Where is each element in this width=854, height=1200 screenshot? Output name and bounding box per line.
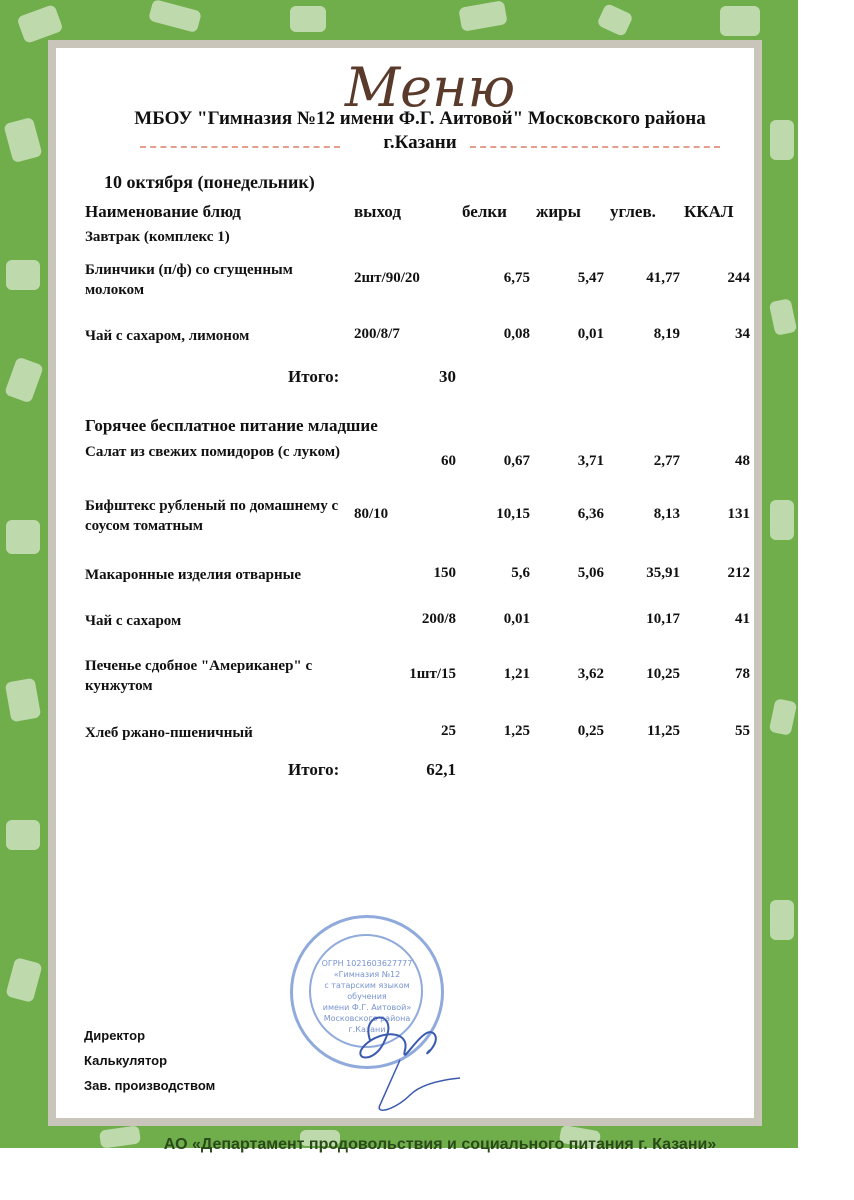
dish-yield: 1шт/15 (409, 666, 456, 682)
dish-kcal: 131 (727, 506, 750, 522)
dish-yield: 2шт/90/20 (354, 270, 420, 286)
col-name: Наименование блюд (85, 202, 241, 221)
dish-carbs: 10,25 (646, 666, 680, 682)
dish-carbs: 8,13 (653, 506, 680, 522)
dish-protein: 0,67 (503, 453, 530, 469)
menu-date: 10 октября (понедельник) (104, 172, 315, 192)
dish-fat: 0,25 (577, 723, 604, 739)
dish-carbs: 41,77 (646, 270, 680, 286)
stamp-line: с татарским языком обучения (324, 981, 410, 1001)
production-label: Зав. производством (84, 1078, 216, 1093)
total-value: 62,1 (426, 760, 456, 779)
dish-protein: 6,75 (503, 270, 530, 286)
menu-title: Меню (344, 56, 516, 119)
dish-fat: 6,36 (577, 506, 604, 522)
dish-carbs: 11,25 (647, 723, 680, 739)
dish-kcal: 34 (735, 326, 750, 342)
dish-name: Салат из свежих помидоров (с луком) (85, 444, 341, 460)
total-label: Итого: (288, 760, 340, 779)
dish-fat: 5,06 (577, 565, 604, 581)
dish-protein: 1,21 (503, 666, 530, 682)
col-kcal: ККАЛ (684, 202, 734, 221)
dish-kcal: 244 (727, 270, 750, 286)
total-label: Итого: (288, 367, 340, 386)
dish-protein: 5,6 (511, 565, 530, 581)
stamp-line: «Гимназия №12 (333, 970, 401, 979)
dish-fat: 3,62 (577, 666, 604, 682)
dish-fat: 3,71 (577, 453, 604, 469)
dish-name: Печенье сдобное "Американер" с кунжутом (85, 658, 313, 694)
dish-protein: 1,25 (503, 723, 530, 739)
lunch-title: Горячее бесплатное питание младшие (85, 416, 378, 435)
dish-name: Чай с сахаром (85, 613, 182, 629)
dish-carbs: 10,17 (646, 611, 680, 627)
dish-yield: 200/8/7 (354, 326, 400, 342)
dish-kcal: 212 (727, 565, 750, 581)
col-protein: белки (462, 202, 507, 221)
col-fat: жиры (536, 202, 581, 221)
dish-name: Хлеб ржано-пшеничный (85, 725, 253, 741)
dish-kcal: 55 (735, 723, 750, 739)
school-name: МБОУ "Гимназия №12 имени Ф.Г. Аитовой" Московского района г.Казани (134, 108, 706, 153)
dish-kcal: 41 (735, 611, 750, 627)
dish-protein: 0,01 (503, 611, 530, 627)
dish-carbs: 35,91 (646, 565, 680, 581)
stamp-line: г.Казани (348, 1025, 386, 1034)
stamp-line: имени Ф.Г. Аитовой» (322, 1003, 412, 1012)
dish-carbs: 8,19 (653, 326, 680, 342)
dish-yield: 60 (441, 453, 456, 469)
dish-yield: 200/8 (421, 611, 456, 627)
calculator-label: Калькулятор (84, 1053, 168, 1068)
col-yield: выход (354, 202, 401, 221)
dish-yield: 150 (433, 565, 456, 581)
dish-fat: 5,47 (577, 270, 604, 286)
dish-name: Блинчики (п/ф) со сгущенным молоком (85, 262, 293, 298)
dish-kcal: 78 (735, 666, 750, 682)
director-label: Директор (84, 1028, 146, 1043)
total-value: 30 (439, 367, 456, 386)
dish-name: Макаронные изделия отварные (85, 567, 302, 583)
dish-yield: 80/10 (354, 506, 389, 522)
breakfast-title: Завтрак (комплекс 1) (85, 229, 230, 245)
dish-kcal: 48 (735, 453, 750, 469)
dish-carbs: 2,77 (653, 453, 680, 469)
footer-text: АО «Департамент продовольствия и социального питания г. Казани» (163, 1136, 717, 1153)
dish-yield: 25 (441, 723, 456, 739)
dish-protein: 10,15 (496, 506, 530, 522)
stamp-line: ОГРН 1021603627777 (321, 959, 413, 968)
dish-name: Чай с сахаром, лимоном (85, 328, 250, 344)
dish-name: Бифштекс рубленый по домашнему с соусом томатным (85, 498, 339, 534)
stamp-line: Московского района (323, 1014, 411, 1023)
col-carbs: углев. (610, 202, 656, 221)
signature (340, 1000, 470, 1120)
dish-fat: 0,01 (577, 326, 604, 342)
dish-protein: 0,08 (503, 326, 530, 342)
